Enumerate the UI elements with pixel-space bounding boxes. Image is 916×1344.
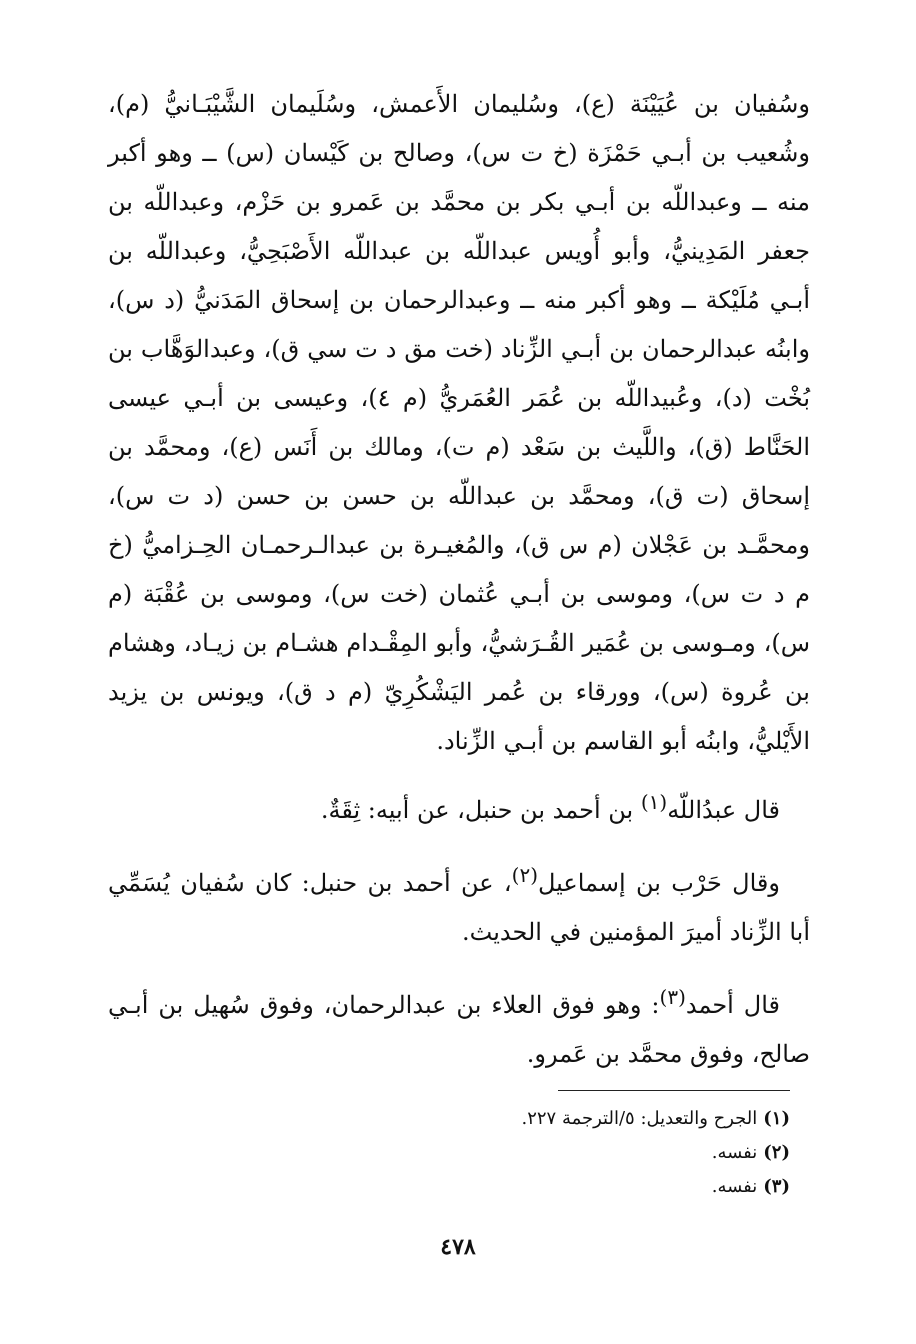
footnote-text: الجرح والتعديل: ٥/الترجمة ٢٢٧. [521,1108,758,1129]
paragraph-text-after: بن أحمد بن حنبل، عن أبيه: ثِقَةٌ. [320,796,641,824]
paragraph-abdullah-quote [108,778,810,835]
footnotes [190,1102,790,1204]
paragraph-text-before: وقال حَرْب بن إسماعيل [538,869,780,897]
footnote-text: نفسه. [711,1176,758,1197]
footnote-ref-3: (٣) [659,985,686,1009]
paragraph-text-after: : وهو فوق العلاء بن عبدالرحمان، وفوق سُهيل بن أبـي صالح، وفوق محمَّد بن عَمرو. [108,991,810,1068]
paragraph-text-before: قال أحمد [685,991,781,1019]
footnote-ref-2: (٢) [511,863,538,887]
footnote-mark: (٢) [763,1142,790,1163]
paragraph-text-before: قال عبدُاللّه [667,796,780,824]
footnote-mark: (١) [763,1108,790,1129]
footnote-separator [558,1090,790,1091]
narrators-paragraph: وسُفيان بن عُيَيْنَة (ع)، وسُليمان الأَعمش، وسُلَيمان الشَّيْبَـانيُّ (م)، وشُعيب بن أبـي حَمْزَة (خ ت س)، وصالح بن كَيْسان (س) ــ وهو أكبر منه ــ وعبداللّه بن أبـي بكر بن محمَّد بن عَمرو بن حَزْم، وعبداللّه بن جعفر المَدِينيُّ، وأبو أُويس عبداللّه بن عبداللّه الأَصْبَحِيُّ، وعبداللّه بن أبـي مُلَيْكة ــ وهو أكبر منه ــ وعبدالرحمان بن إسحاق المَدَنيُّ (د س)، وابنُه عبدالرحمان بن أبـي الزِّناد (خت مق د ت سي ق)، وعبدالوَهَّاب بن بُخْت (د)، وعُبيداللّه بن عُمَر العُمَريُّ (م ٤)، وعيسى بن أبـي عيسى الحَنَّاط (ق)، واللَّيث بن سَعْد (م ت)، ومالك بن أَنَس (ع)، ومحمَّد بن إسحاق (ت ق)، ومحمَّد بن عبداللّه بن حسن بن حسن (د ت س)، ومحمَّـد بن عَجْلان (م س ق)، والمُغيـرة بن عبدالـرحمـان الحِـزاميُّ (خ م د ت س)، وموسى بن أبـي عُثمان (خت س)، وموسى بن عُقْبَة (م س)، ومـوسى بن عُمَير القُـرَشيُّ، وأبو المِقْـدام هشـام بن زيـاد، وهشام بن عُروة (س)، وورقاء بن عُمر اليَشْكُرِيّ (م د ق)، ويونس بن يزيد الأَيْليُّ، وابنُه أبو القاسم بن أبـي الزِّناد. [108,90,811,755]
paragraph-text-after: ، عن أحمد بن حنبل: كان سُفيان يُسَمِّي أبا الزِّناد أميرَ المؤمنين في الحديث. [108,869,810,946]
footnote-3 [190,1170,790,1204]
footnote-mark: (٣) [763,1176,790,1197]
footnote-ref-1: (١) [640,790,668,814]
page-number: ٤٧٨ [440,1234,476,1260]
footnote-2 [190,1136,790,1170]
footnote-1 [190,1102,790,1136]
paragraph-harb-quote [108,851,810,957]
body-text [108,80,810,1079]
paragraph-ahmad-quote [108,973,810,1079]
footnote-text: نفسه. [711,1142,758,1163]
